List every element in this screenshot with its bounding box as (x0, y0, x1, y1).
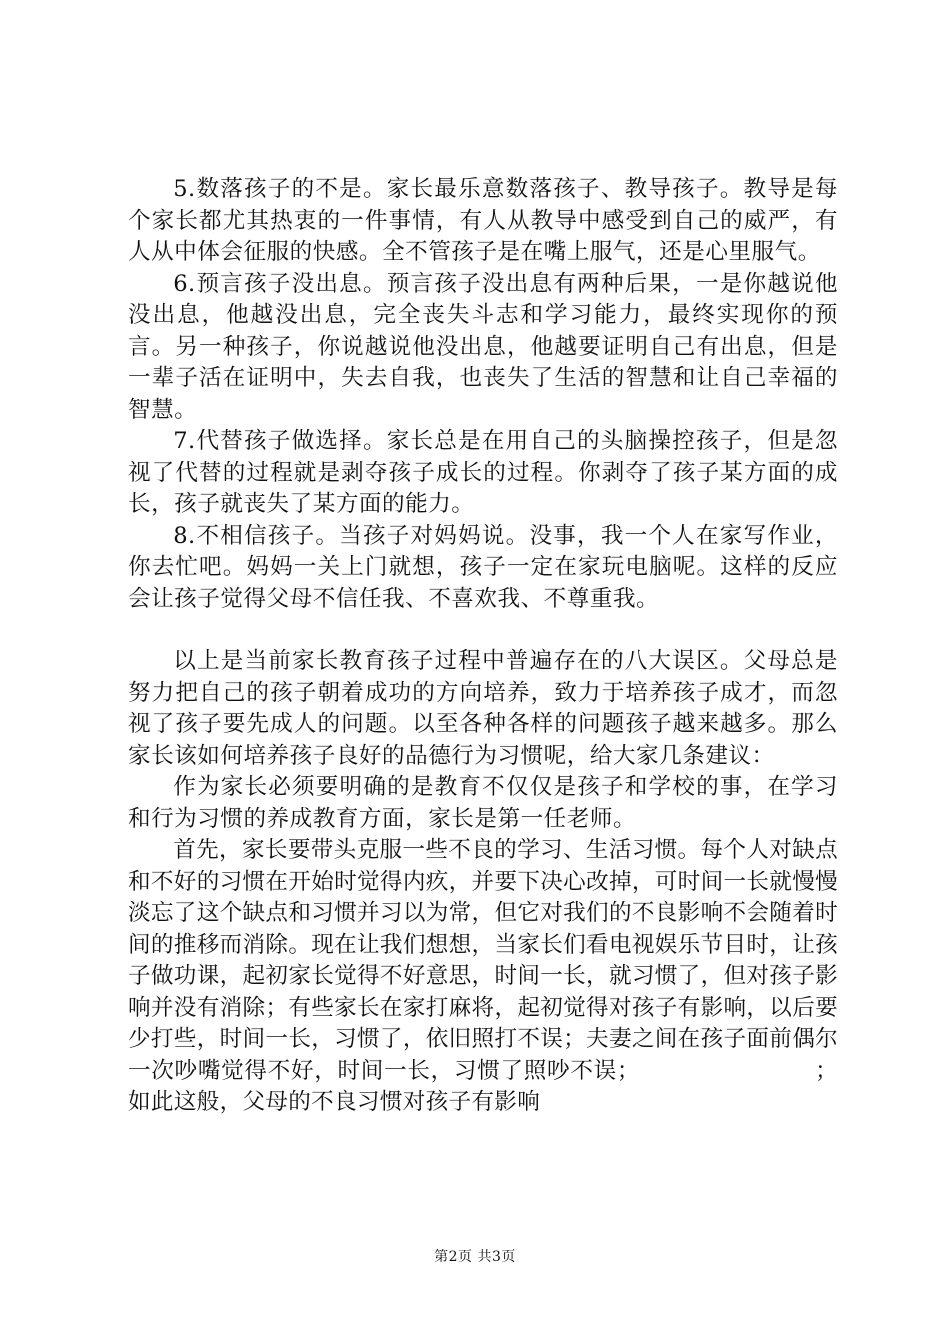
document-body (128, 174, 838, 1119)
paragraph-item-5: 5.数落孩子的不是。家长最乐意数落孩子、教导孩子。教导是每个家长都尤其热衷的一件事情，有人从教导中感受到自己的威严，有人从中体会征服的快感。全不管孩子是在嘴上服气，还是心里服气。 (128, 176, 838, 265)
paragraph-summary: 以上是当前家长教育孩子过程中普遍存在的八大误区。父母总是努力把自己的孩子朝着成功的方向培养，致力于培养孩子成才，而忽视了孩子要先成人的问题。以至各种各样的问题孩子越来越多。那么家长该如何培养孩子良好的品德行为习惯呢，给大家几条建议： (128, 648, 838, 769)
paragraph-item-8: 8.不相信孩子。当孩子对妈妈说。没事，我一个人在家写作业，你去忙吧。妈妈一关上门就想，孩子一定在家玩电脑呢。这样的反应会让孩子觉得父母不信任我、不喜欢我、不尊重我。 (128, 522, 838, 612)
paragraph-first-advice: 首先，家长要带头克服一些不良的学习、生活习惯。每个人对缺点和不好的习惯在开始时觉得内疚，并要下决心改掉，可时间一长就慢慢淡忘了这个缺点和习惯并习以为常，但它对我们的不良影响不会随着时间的推移而消除。现在让我们想想，当家长们看电视娱乐节目时，让孩子做功课，起初家长觉得不好意思，时间一长，就习惯了，但对孩子影响并没有消除；有些家长在家打麻将，起初觉得对孩子有影响，以后要少打些，时间一长，习惯了，依旧照打不误；夫妻之间在孩子面前偶尔一次吵嘴觉得不好，时间一长，习惯了照吵不误； ；如此这般，父母的不良习惯对孩子有影响 (128, 837, 838, 1115)
paragraph-item-6: 6.预言孩子没出息。预言孩子没出息有两种后果，一是你越说他没出息，他越没出息，完全丧失斗志和学习能力，最终实现你的预言。另一种孩子，你说越说他没出息，他越要证明自己有出息，但是一辈子活在证明中，失去自我，也丧失了生活的智慧和让自己幸福的智慧。 (128, 270, 838, 423)
paragraph-parent-role: 作为家长必须要明确的是教育不仅仅是孩子和学校的事，在学习和行为习惯的养成教育方面，家长是第一任老师。 (128, 774, 838, 832)
paragraph-item-7: 7.代替孩子做选择。家长总是在用自己的头脑操控孩子，但是忽视了代替的过程就是剥夺孩子成长的过程。你剥夺了孩子某方面的成长，孩子就丧失了某方面的能力。 (128, 428, 838, 517)
page-number: 第2页 共3页 (434, 1249, 516, 1265)
